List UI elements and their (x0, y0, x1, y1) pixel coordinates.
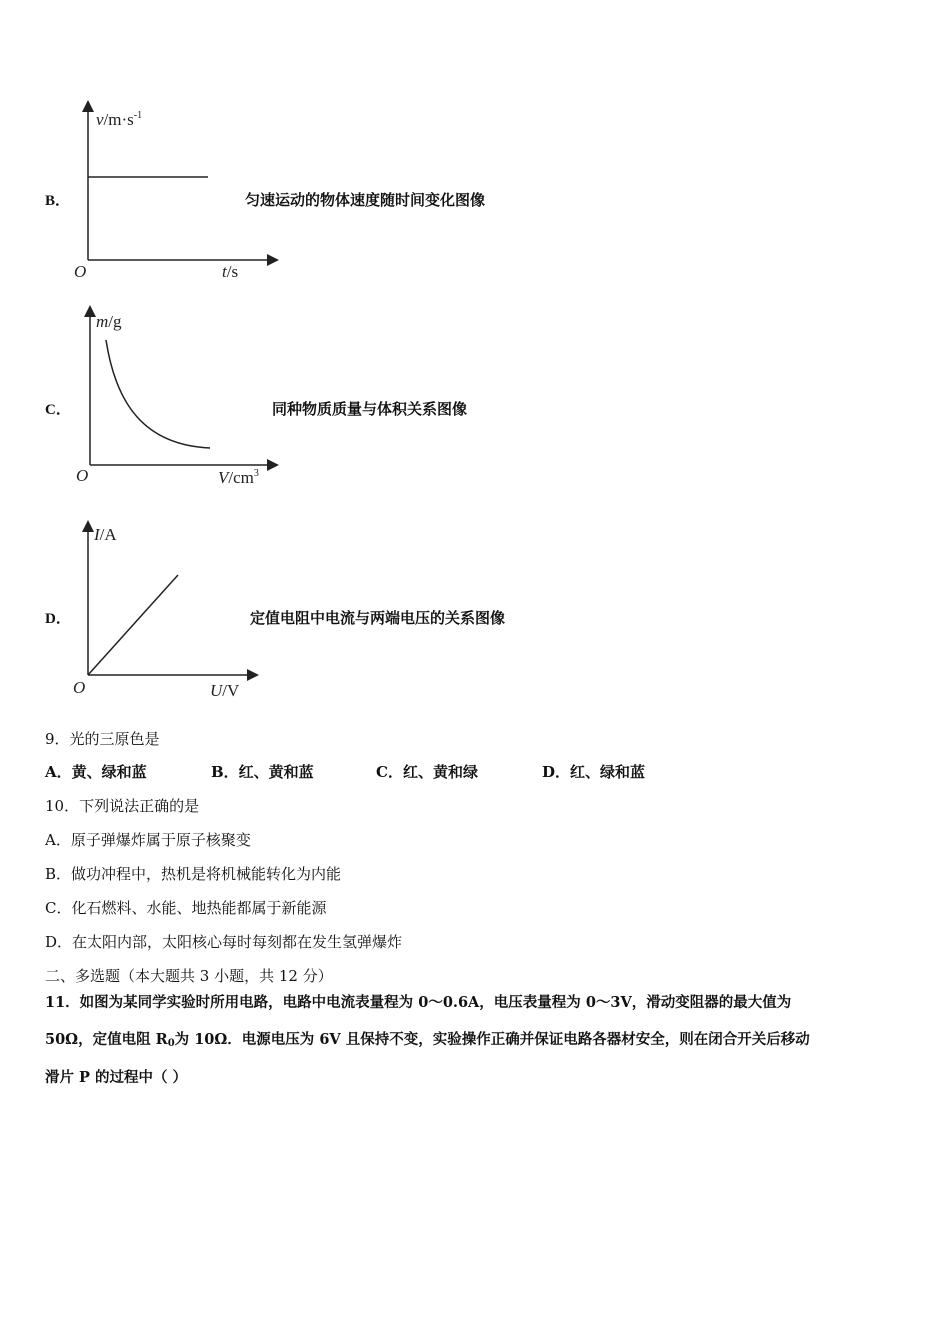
x-axis-label: $V/cm^3$ (218, 468, 259, 487)
option-c-label: C． (45, 402, 71, 418)
question-11-line-2: 50Ω，定值电阻 $R_0$为 10Ω．电源电压为 6V 且保持不变，实验操作正确并保证电路各器材安全，则在闭合开关后移动 (45, 1031, 810, 1049)
graph-c-caption: 同种物质质量与体积关系图像 (272, 400, 468, 418)
question-10-stem: 10．下列说法正确的是 (45, 797, 200, 815)
q10-option-b: B．做功冲程中，热机是将机械能转化为内能 (45, 865, 342, 883)
current-voltage-graph (60, 520, 280, 709)
mass-volume-graph (60, 305, 280, 494)
question-9-stem: 9．光的三原色是 (45, 730, 160, 748)
question-11-line-3: 滑片 P 的过程中（ ） (45, 1069, 188, 1086)
option-d-label: D． (45, 611, 71, 627)
q9-option-d: D．红、绿和蓝 (542, 763, 646, 781)
origin-label: O (73, 678, 86, 697)
curve (106, 340, 210, 448)
origin-label: O (74, 262, 87, 281)
q9-option-b: B．红、黄和蓝 (211, 763, 314, 781)
x-axis-label: U/V (210, 681, 240, 700)
x-axis-label: t/s (222, 262, 239, 281)
q9-option-a: A．黄、绿和蓝 (45, 763, 147, 781)
option-b-label: B． (45, 193, 71, 209)
q9-option-c: C．红、黄和绿 (376, 763, 478, 781)
question-11-line-1: 11．如图为某同学实验时所用电路，电路中电流表量程为 0～0.6A，电压表量程为 0～3V，滑动变阻器的最大值为 (45, 994, 792, 1011)
y-axis-label: I/A (94, 525, 117, 544)
origin-label: O (76, 466, 89, 485)
graph-b-caption: 匀速运动的物体速度随时间变化图像 (245, 191, 486, 209)
y-axis-label: $v/m\cdot s^{-1}$ (96, 110, 143, 129)
q10-option-a: A．原子弹爆炸属于原子核聚变 (45, 831, 251, 849)
q10-option-d: D．在太阳内部，太阳核心每时每刻都在发生氢弹爆炸 (45, 933, 403, 951)
section-2-heading: 二、多选题（本大题共 3 小题，共 12 分） (45, 967, 333, 985)
proportional-line (88, 575, 178, 675)
q10-option-c: C．化石燃料、水能、地热能都属于新能源 (45, 899, 327, 917)
graph-d-caption: 定值电阻中电流与两端电压的关系图像 (250, 609, 506, 627)
y-axis-label: m/g (96, 312, 122, 331)
